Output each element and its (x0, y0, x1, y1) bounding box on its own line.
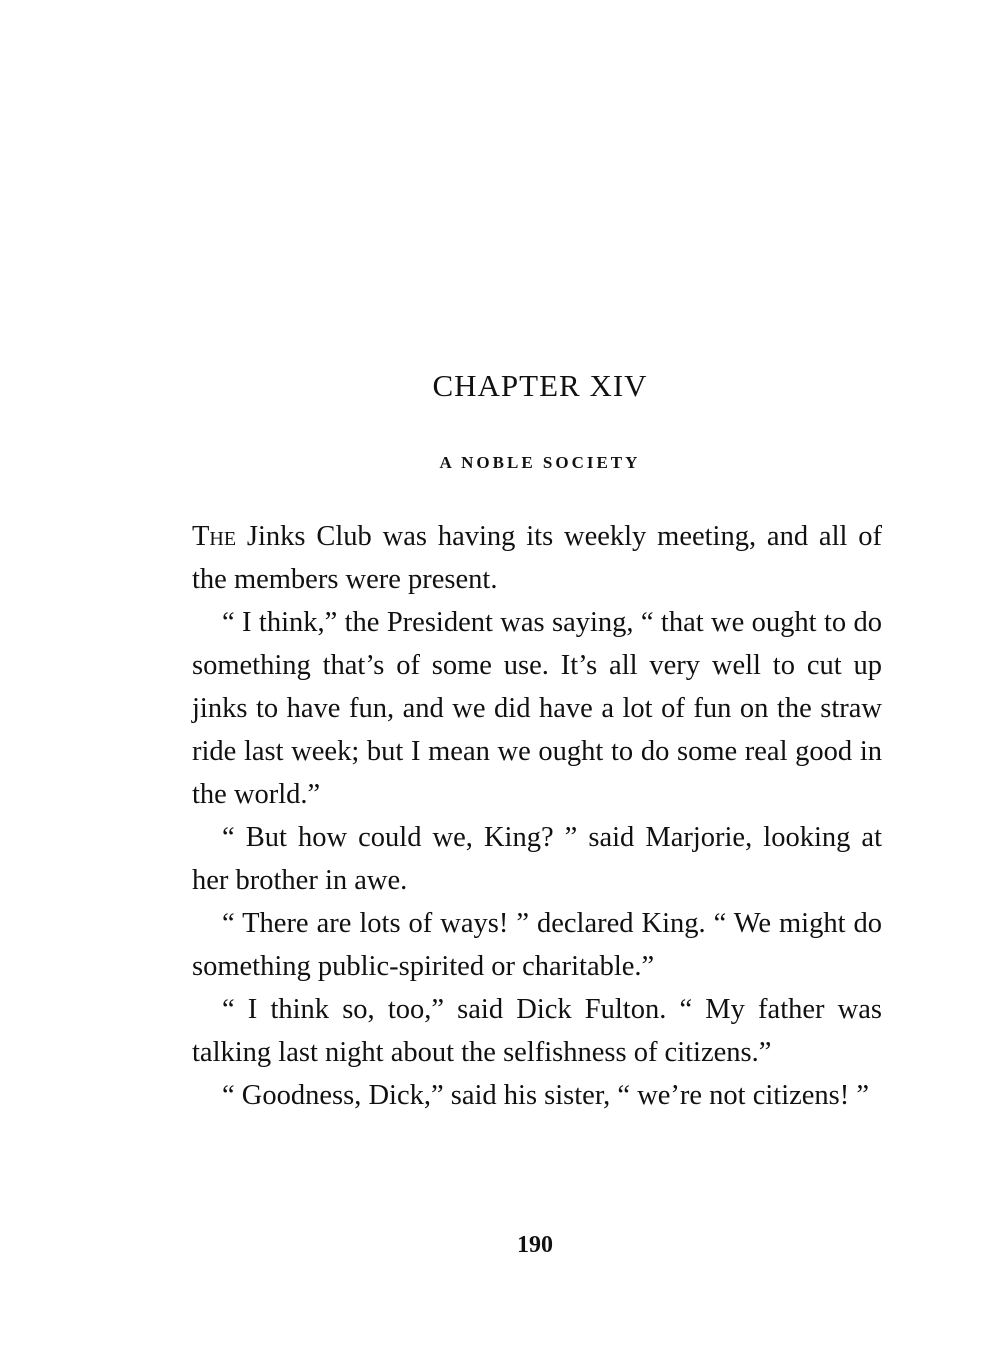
chapter-body (192, 515, 882, 1117)
paragraph-text: Jinks Club was having its weekly meeting, and all of the members were present. (192, 521, 882, 595)
chapter-subtitle: A NOBLE SOCIETY (439, 453, 641, 472)
paragraph: “ I think so, too,” said Dick Fulton. “ My father was talking last night about the selfishness of citizens.” (192, 994, 882, 1068)
paragraph: “ I think,” the President was saying, “ that we ought to do something that’s of some use. It’s all very well to cut up jinks to have fun, and we did have a lot of fun on the straw ride last week; but I mean we ought to do some real good in the world.” (192, 607, 882, 810)
paragraph (192, 515, 882, 601)
paragraph: “ Goodness, Dick,” said his sister, “ we’re not citizens! ” (222, 1080, 870, 1111)
paragraph: “ There are lots of ways! ” declared King. “ We might do something public-spirited or charitable.” (192, 908, 882, 982)
paragraph: “ But how could we, King? ” said Marjorie, looking at her brother in awe. (192, 822, 882, 896)
chapter-title: CHAPTER XIV (432, 368, 648, 403)
page-number: 190 (517, 1232, 553, 1258)
paragraph-lead-word: The (192, 521, 237, 552)
